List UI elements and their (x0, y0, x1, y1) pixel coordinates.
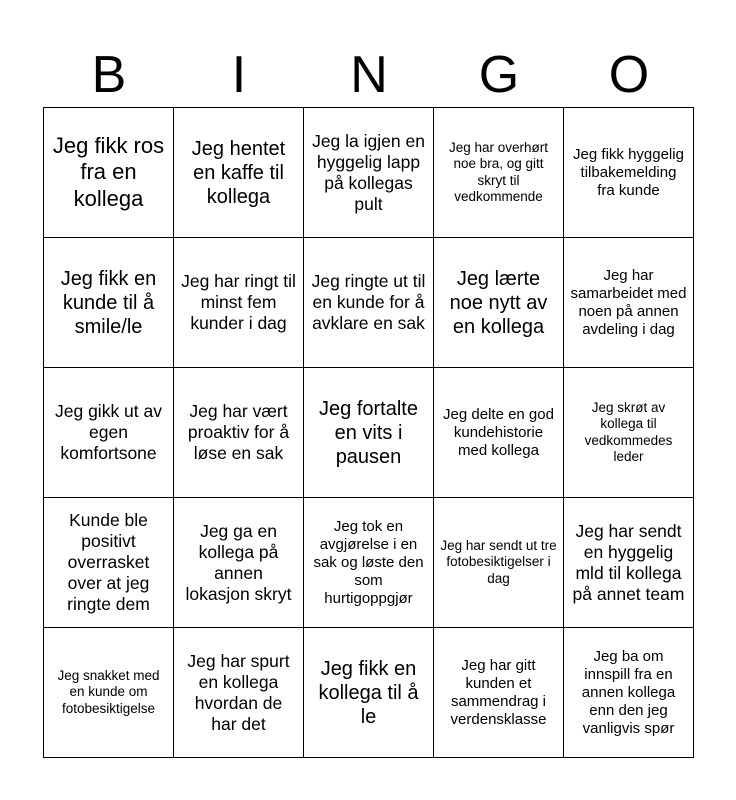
bingo-row (44, 368, 694, 498)
bingo-row (44, 238, 694, 368)
bingo-cell[interactable]: Jeg hentet en kaffe til kollega (174, 108, 304, 238)
bingo-row (44, 498, 694, 628)
header-letter-b: B (91, 46, 127, 104)
bingo-cell[interactable]: Jeg ringte ut til en kunde for å avklare en sak (304, 238, 434, 368)
bingo-cell[interactable]: Jeg har vært proaktiv for å løse en sak (174, 368, 304, 498)
bingo-cell[interactable]: Jeg lærte noe nytt av en kollega (434, 238, 564, 368)
bingo-cell[interactable]: Kunde ble positivt overrasket over at jeg ringte dem (44, 498, 174, 628)
header-letter-i: I (231, 46, 247, 104)
bingo-cell[interactable]: Jeg ba om innspill fra en annen kollega enn den jeg vanligvis spør (564, 628, 694, 758)
bingo-card (43, 107, 694, 758)
bingo-header (44, 44, 694, 106)
header-letter-o: O (608, 46, 650, 104)
bingo-cell[interactable]: Jeg fikk en kollega til å le (304, 628, 434, 758)
header-letter-g: G (478, 46, 520, 104)
bingo-cell[interactable]: Jeg har spurt en kollega hvordan de har det (174, 628, 304, 758)
bingo-cell[interactable]: Jeg fortalte en vits i pausen (304, 368, 434, 498)
bingo-cell[interactable]: Jeg snakket med en kunde om fotobesiktigelse (44, 628, 174, 758)
bingo-cell[interactable]: Jeg har gitt kunden et sammendrag i verdensklasse (434, 628, 564, 758)
bingo-cell[interactable]: Jeg fikk hyggelig tilbakemelding fra kunde (564, 108, 694, 238)
bingo-cell[interactable]: Jeg har sendt ut tre fotobesiktigelser i dag (434, 498, 564, 628)
bingo-row (44, 628, 694, 758)
bingo-cell[interactable]: Jeg har sendt en hyggelig mld til kollega på annet team (564, 498, 694, 628)
bingo-cell[interactable]: Jeg ga en kollega på annen lokasjon skryt (174, 498, 304, 628)
bingo-row (44, 108, 694, 238)
bingo-cell[interactable]: Jeg gikk ut av egen komfortsone (44, 368, 174, 498)
bingo-cell[interactable]: Jeg la igjen en hyggelig lapp på kollegas pult (304, 108, 434, 238)
bingo-cell[interactable]: Jeg delte en god kundehistorie med kollega (434, 368, 564, 498)
bingo-cell[interactable]: Jeg har ringt til minst fem kunder i dag (174, 238, 304, 368)
bingo-cell[interactable]: Jeg fikk ros fra en kollega (44, 108, 174, 238)
bingo-cell[interactable]: Jeg har overhørt noe bra, og gitt skryt til vedkommende (434, 108, 564, 238)
bingo-cell[interactable]: Jeg har samarbeidet med noen på annen avdeling i dag (564, 238, 694, 368)
bingo-cell[interactable]: Jeg fikk en kunde til å smile/le (44, 238, 174, 368)
bingo-cell[interactable]: Jeg tok en avgjørelse i en sak og løste den som hurtigoppgjør (304, 498, 434, 628)
header-letter-n: N (350, 46, 388, 104)
bingo-cell[interactable]: Jeg skrøt av kollega til vedkommedes leder (564, 368, 694, 498)
